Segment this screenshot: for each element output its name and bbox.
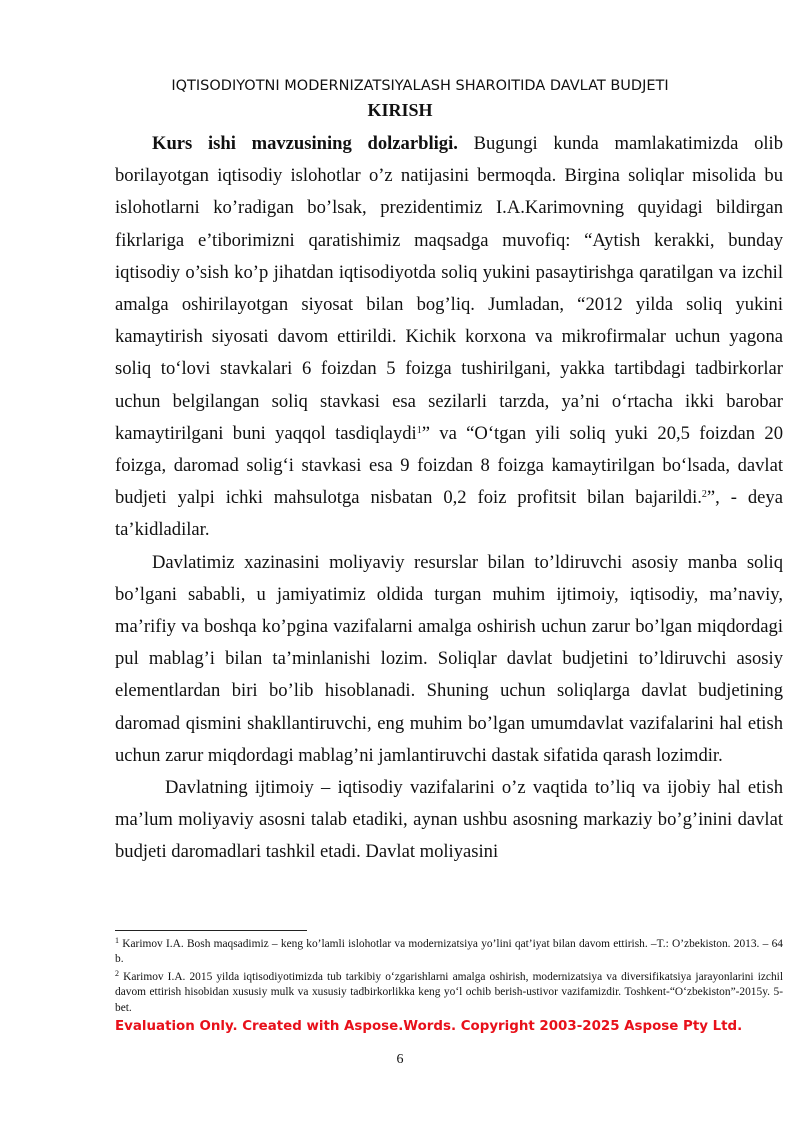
footnote-2: [115, 970, 783, 1016]
paragraph-lead: Kurs ishi mavzusining dolzarbligi.: [152, 133, 458, 154]
body-text: [115, 128, 783, 869]
paragraph-1-text-a: Bugungi kunda mamlakatimizda olib borilayotgan iqtisodiy islohotlar o’z natijasini bermoqda. Birgina soliqlar misolida bu islohotlarni ko’radigan bo’lsak, prezidentimiz I.A.Karimovning quyidagi bildirgan fikrlariga e’tiborimizni qaratishimiz maqsadga muvofiq: “Aytish kerakki, bunday iqtisodiy o’sish ko’p jihatdan iqtisodiyotda soliq yukini pasaytirishga qaratilgan va izchil amalga oshirilayotgan siyosat bilan bog’liq. Jumladan, “2012 yilda soliq yukini kamaytirish siyosati davom ettirildi. Kichik korxona va mikrofirmalar uchun yagona soliq to‘lovi stavkalari 6 foizdan 5 foizga tushirilgani, yakka tartibdagi tadbirkorlar uchun belgilangan soliq stavkasi esa sezilarli tarzda, ya’ni o‘rtacha ikki barobar kamaytirilgani buni yaqqol tasdiqlaydi: [115, 133, 784, 444]
running-header-title: IQTISODIYOTNI MODERNIZATSIYALASH SHAROITIDA DAVLAT BUDJETI: [171, 78, 669, 94]
paragraph-3: Davlatning ijtimoiy – iqtisodiy vazifalarini o’z vaqtida to’liq va ijobiy hal etish ma’lum moliyaviy asosni talab etadiki, aynan ushbu asosning markaziy bo’g’inini davlat budjeti daromadlari tashkil etadi. Davlat moliyasini: [115, 777, 783, 863]
footnote-2-text: Karimov I.A. 2015 yilda iqtisodiyotimizda tub tarkibiy o‘zgarishlarni amalga oshirish, modernizatsiya va diversifikatsiya jarayonlarini izchil davom ettirish hisobidan xususiy mulk va xususiy tadbirkorlikka keng yo‘l ochib berish-ustivor vazifamizdir. Toshkent-“O‘zbekiston”-2015y. 5-bet.: [115, 970, 783, 1014]
footnote-ref-2[interactable]: 2: [701, 489, 707, 501]
footnote-2-mark: 2: [115, 968, 119, 978]
section-heading: KIRISH: [367, 100, 433, 120]
footnotes: [115, 937, 783, 1018]
paragraph-2: Davlatimiz xazinasini moliyaviy resurslar bilan to’ldiruvchi asosiy manba soliq bo’lgani sababli, u jamiyatimiz oldida turgan muhim ijtimoiy, iqtisodiy, ma’naviy, ma’rifiy va boshqa ko’pgina vazifalarni amalga oshirish uchun zarur bo’lgan miqdordagi pul mablag’i bilan ta’minlanishi lozim. Soliqlar davlat budjetini to’ldiruvchi asosiy elementlardan biri bo’lib hisoblanadi. Shuning uchun soliqlarga davlat budjetining daromad qismini shakllantiruvchi, eng muhim bo’lgan umumdavlat vazifalarini hal etish uchun zarur miqdordagi mablag’ni jamlantiruvchi dastak sifatida qarash lozimdir.: [115, 551, 783, 766]
page-number: 6: [396, 1052, 404, 1067]
paragraph-1: [115, 128, 783, 547]
footnote-ref-1[interactable]: 1: [416, 424, 422, 436]
footnote-1-mark: 1: [115, 936, 119, 945]
footnote-1: [115, 937, 783, 968]
footnote-1-text: Karimov I.A. Bosh maqsadimiz – keng ko’lamli islohotlar va modernizatsiya yo’lini qat’iyat bilan davom ettirish. –T.: O’zbekiston. 2013. – 64 b.: [115, 938, 783, 966]
evaluation-watermark: Evaluation Only. Created with Aspose.Words. Copyright 2003-2025 Aspose Pty Ltd.: [115, 1019, 743, 1034]
paragraph-1-text-c: ”, - deya ta’kidladilar.: [115, 487, 783, 541]
footnote-separator: [115, 930, 307, 931]
paragraph-1-text-b: ” va “O‘tgan yili soliq yuki 20,5 foizdan 20 foizga, daromad solig‘i stavkasi esa 9 foizdan 8 foizga kamaytirilgan bo‘lsada, davlat budjeti yalpi ichki mahsulotga nisbatan 0,2 foiz profitsit bilan bajarildi.: [115, 422, 783, 509]
